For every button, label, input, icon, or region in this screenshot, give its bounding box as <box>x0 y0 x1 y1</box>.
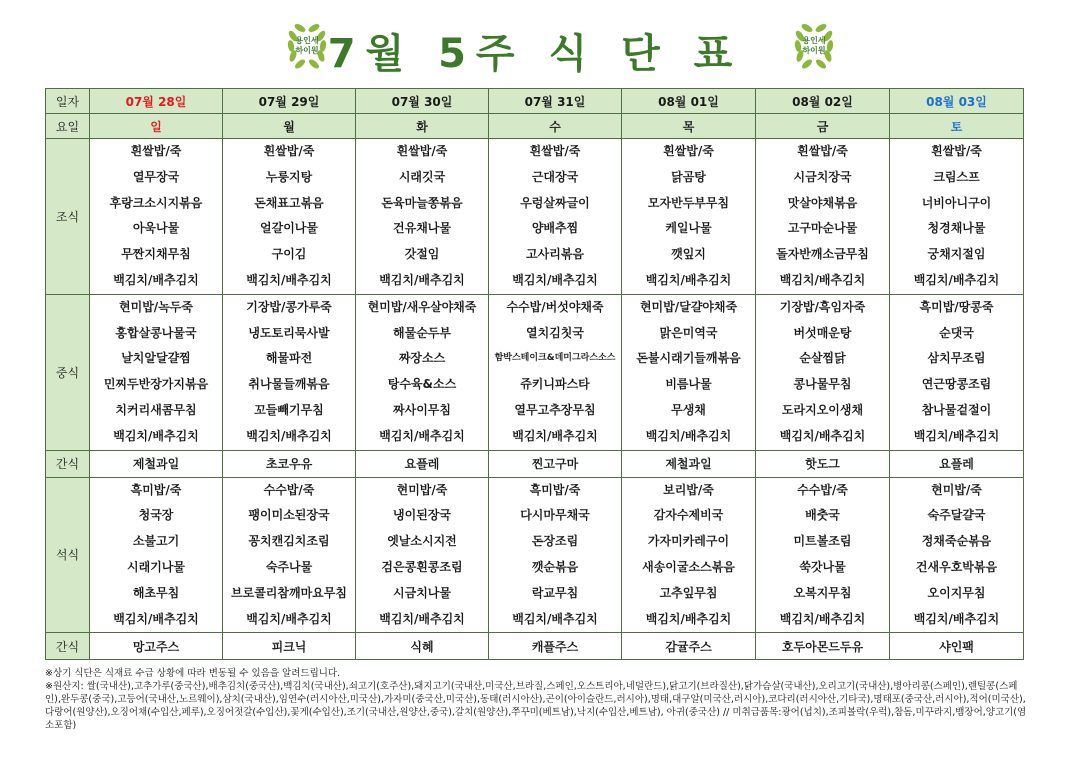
menu-item: 기장밥/흑임자죽 <box>779 299 866 314</box>
dinner-row <box>46 477 1024 633</box>
menu-item: 정채죽순볶음 <box>921 534 992 549</box>
menu-item: 백김치/배추김치 <box>246 272 332 287</box>
menu-item: 백김치/배추김치 <box>779 611 866 626</box>
menu-item: 맑은미역국 <box>659 325 718 340</box>
breakfast-row <box>46 139 1024 295</box>
menu-item: 다시마무채국 <box>520 508 590 523</box>
menu-item: 돈장조림 <box>531 534 579 549</box>
date-row <box>46 89 1024 114</box>
menu-item: 감자수제비국 <box>653 508 724 523</box>
menu-item: 근대장국 <box>531 169 579 184</box>
menu-item: 양배추찜 <box>531 221 579 236</box>
date-cell: 07월 30일 <box>356 89 489 114</box>
breakfast-cell <box>890 139 1024 295</box>
menu-item: 백김치/배추김치 <box>913 611 1000 626</box>
breakfast-cell <box>489 139 622 295</box>
weekday-cell: 일 <box>90 114 223 139</box>
menu-item: 브로콜리참깨마요무침 <box>231 585 347 600</box>
menu-item: 백김치/배추김치 <box>113 428 199 443</box>
menu-item: 모자반두부무침 <box>647 195 730 210</box>
snack2-row <box>46 633 1024 660</box>
menu-item: 삼치무조림 <box>927 351 986 366</box>
menu-item: 치커리새콤무침 <box>115 402 197 417</box>
menu-item: 미트볼조림 <box>793 534 852 549</box>
row-label-date: 일자 <box>46 89 90 114</box>
menu-item: 보리밥/죽 <box>663 482 714 497</box>
menu-item: 콩나물무침 <box>793 377 852 392</box>
menu-item: 누룽지탕 <box>265 169 313 184</box>
menu-item: 흰쌀밥/죽 <box>931 144 982 158</box>
menu-item: 짜장소스 <box>398 351 446 366</box>
menu-item: 숙주나물 <box>265 559 313 574</box>
menu-item: 청경채나물 <box>927 221 986 236</box>
dinner-cell <box>223 477 356 633</box>
menu-item: 수수밥/죽 <box>797 482 848 497</box>
menu-item: 연근땅콩조림 <box>921 377 992 392</box>
date-cell: 07월 29일 <box>223 89 356 114</box>
menu-item: 열무장국 <box>132 169 180 184</box>
menu-item: 현미밥/새우살야채죽 <box>367 299 477 314</box>
logo-wreath-icon <box>790 22 838 70</box>
menu-item: 엣날소시지전 <box>387 534 457 549</box>
lunch-cell <box>489 294 622 450</box>
menu-item: 흑미밥/죽 <box>529 482 581 497</box>
row-label-snack2: 간식 <box>46 633 90 660</box>
weekday-cell: 월 <box>223 114 356 139</box>
menu-item: 맛살야채볶음 <box>787 195 858 210</box>
menu-item: 비름나물 <box>665 377 712 392</box>
menu-item: 백김치/배추김치 <box>913 428 1000 443</box>
menu-item: 흰쌀밥/죽 <box>263 144 315 158</box>
menu-item: 돈채표고볶음 <box>254 195 324 210</box>
menu-item: 시래기나물 <box>127 559 185 574</box>
weekday-row <box>46 114 1024 139</box>
menu-item: 흰쌀밥/죽 <box>130 144 182 158</box>
lunch-cell <box>890 294 1024 450</box>
menu-item: 후랑크소시지볶음 <box>109 195 203 210</box>
menu-item: 참나물겉절이 <box>921 402 992 417</box>
menu-item: 쥬키니파스타 <box>520 377 590 392</box>
row-label-snack: 간식 <box>46 450 90 477</box>
menu-item: 백김치/배추김치 <box>113 611 199 626</box>
menu-item: 궁채지절임 <box>927 247 986 262</box>
menu-item: 백김치/배추김치 <box>779 428 866 443</box>
menu-item: 백김치/배추김치 <box>512 611 598 626</box>
menu-item: 무짠지채무침 <box>121 247 191 262</box>
menu-item: 백김치/배추김치 <box>512 428 598 443</box>
menu-item: 현미밥/달걀야채죽 <box>639 299 738 314</box>
menu-item: 가자미카레구이 <box>647 534 730 549</box>
menu-item: 흰쌀밥/죽 <box>663 144 714 158</box>
menu-item: 흰쌀밥/죽 <box>797 144 848 158</box>
weekday-cell: 토 <box>890 114 1024 139</box>
snack-cell: 찐고구마 <box>489 450 622 477</box>
menu-item: 시금치나물 <box>393 585 451 600</box>
menu-item: 깻순볶음 <box>531 559 579 574</box>
menu-item: 흰쌀밥/죽 <box>529 144 581 158</box>
menu-item: 락교무침 <box>531 585 579 600</box>
date-cell: 08월 01일 <box>622 89 756 114</box>
menu-item: 팽이미소된장국 <box>248 508 330 523</box>
menu-item: 백김치/배추김치 <box>379 428 465 443</box>
breakfast-cell <box>622 139 756 295</box>
date-cell: 07월 28일 <box>90 89 223 114</box>
header <box>0 0 1070 88</box>
snack2-cell: 감귤주스 <box>622 633 756 660</box>
snack-cell: 핫도그 <box>756 450 890 477</box>
menu-item: 돈육마늘쫑볶음 <box>381 195 463 210</box>
snack-cell: 제철과일 <box>90 450 223 477</box>
menu-item: 백김치/배추김치 <box>913 272 1000 287</box>
menu-item: 해초무침 <box>132 585 180 600</box>
snack2-cell: 피크닉 <box>223 633 356 660</box>
menu-item: 깻잎지 <box>671 247 706 262</box>
menu-item: 흑미밥/땅콩죽 <box>919 299 994 314</box>
menu-item: 닭곰탕 <box>671 169 706 184</box>
menu-item: 현미밥/죽 <box>931 482 982 497</box>
menu-item: 오이지무침 <box>927 585 986 600</box>
breakfast-cell <box>90 139 223 295</box>
menu-item: 백김치/배추김치 <box>645 611 732 626</box>
date-cell: 08월 03일 <box>890 89 1024 114</box>
logo-text: 용인세 하이원 <box>295 36 319 55</box>
menu-item: 날치알달걀찜 <box>121 351 191 366</box>
menu-item: 흑미밥/죽 <box>130 482 182 497</box>
menu-item: 건유채나물 <box>393 221 451 236</box>
menu-item: 탕수육&소스 <box>387 377 457 392</box>
note-line: ※상기 식단은 식재료 수급 상황에 따라 변동될 수 있음을 알려드립니다. <box>45 668 341 679</box>
menu-item: 백김치/배추김치 <box>113 272 199 287</box>
menu-item: 돌자반깨소금무침 <box>776 247 869 262</box>
dinner-cell <box>90 477 223 633</box>
menu-item: 백김치/배추김치 <box>512 272 598 287</box>
snack-cell: 초코우유 <box>223 450 356 477</box>
menu-item: 버섯매운탕 <box>793 325 852 340</box>
breakfast-cell <box>223 139 356 295</box>
menu-item: 민찌두반장가지볶음 <box>103 377 209 392</box>
dinner-cell <box>489 477 622 633</box>
menu-item: 백김치/배추김치 <box>246 611 332 626</box>
menu-item: 현미밥/죽 <box>396 482 448 497</box>
menu-item: 꼬들빼기무침 <box>254 402 324 417</box>
menu-item: 수수밥/버섯야채죽 <box>506 299 604 314</box>
snack2-cell: 캐플주스 <box>489 633 622 660</box>
row-label-dinner: 석식 <box>46 477 90 633</box>
menu-item: 순살찜닭 <box>799 351 846 366</box>
weekday-cell: 수 <box>489 114 622 139</box>
menu-item: 고사리볶음 <box>526 247 584 262</box>
menu-item: 백김치/배추김치 <box>645 428 732 443</box>
note-line: ※원산지: 쌀(국내산),고추가루(중국산),배추김치(중국산),백김치(국내산),쇠고기(호주산),돼지고기(국내산,미국산,브라질,스페인,오스트리아,네덜란드),닭고기(브라질산),닭가슴살(국내산),오리고기(국내산),병아리콩(스페인),렌틸콩(스페인),완두콩(중국),고등어(국내산,노르웨이),삼치(국내산),임연수(러시아산,미국산),가자미(중국산,미국산),동태(러시아산),곤이(아이슬란드,러시아),명태,대구알(미국산,러시아),코다리(러시아산,기타국),명태포(중국산,러시아),적어(미국산),다랑어(원양산),오징어채(수입산,페루),오징어젓갈(수입산),꽃게(수입산),조기(국내산,원양산,중국),갈치(원양산),쭈꾸미(베트남),낙지(수입산,베트남), 아귀(중국산) // 미취급품목:광어(넙치),조피볼락(우럭),참돔,미꾸라지,뱀장어,양고기(염소포함) <box>45 681 1027 731</box>
menu-item: 케일나물 <box>665 221 712 236</box>
lunch-cell <box>756 294 890 450</box>
dinner-cell <box>622 477 756 633</box>
weekday-cell: 목 <box>622 114 756 139</box>
menu-item: 돈불시래기들깨볶음 <box>636 351 741 366</box>
snack-cell: 요플레 <box>356 450 489 477</box>
menu-item: 함박스테이크&데미그라스소스 <box>494 353 616 364</box>
menu-item: 시래깃국 <box>398 169 446 184</box>
menu-item: 건새우호박볶음 <box>915 559 998 574</box>
menu-item: 고구마순나물 <box>787 221 858 236</box>
dinner-cell <box>756 477 890 633</box>
lunch-cell <box>356 294 489 450</box>
menu-item: 숙주달걀국 <box>927 508 986 523</box>
menu-item: 냉도토리묵사발 <box>248 325 330 340</box>
menu-item: 백김치/배추김치 <box>246 428 332 443</box>
menu-item: 꽁치캔김치조림 <box>248 534 330 549</box>
menu-item: 열무고추장무침 <box>514 402 596 417</box>
menu-item: 백김치/배추김치 <box>645 272 732 287</box>
menu-item: 열치김칫국 <box>526 325 584 340</box>
breakfast-cell <box>756 139 890 295</box>
snack2-cell: 식혜 <box>356 633 489 660</box>
menu-item: 새송이굴소스볶음 <box>642 559 735 574</box>
menu-item: 쑥갓나물 <box>799 559 846 574</box>
menu-item: 기장밥/콩가루죽 <box>246 299 332 314</box>
menu-item: 배춧국 <box>805 508 840 523</box>
menu-item: 크림스프 <box>933 169 980 184</box>
menu-item: 백김치/배추김치 <box>779 272 866 287</box>
menu-item: 취나물들깨볶음 <box>248 377 330 392</box>
menu-item: 갓절임 <box>404 247 440 262</box>
menu-item: 고추잎무침 <box>659 585 718 600</box>
snack2-cell: 호두아몬드두유 <box>756 633 890 660</box>
menu-item: 해물순두부 <box>393 325 451 340</box>
logo-text: 용인세 하이원 <box>802 36 826 55</box>
menu-item: 도라지오이생채 <box>781 402 864 417</box>
menu-item: 아욱나물 <box>132 221 180 236</box>
menu-item: 홍합살콩나물국 <box>115 325 197 340</box>
weekday-cell: 금 <box>756 114 890 139</box>
menu-item: 냉이된장국 <box>393 508 451 523</box>
menu-item: 오복지무침 <box>793 585 852 600</box>
menu-item: 짜사이무침 <box>393 402 451 417</box>
menu-item: 무생채 <box>671 402 706 417</box>
menu-item: 소불고기 <box>132 534 180 549</box>
lunch-cell <box>223 294 356 450</box>
menu-item: 수수밥/죽 <box>263 482 315 497</box>
weekday-cell: 화 <box>356 114 489 139</box>
menu-item: 얼갈이나물 <box>260 221 318 236</box>
menu-item: 순댓국 <box>939 325 974 340</box>
snack2-cell: 샤인팩 <box>890 633 1024 660</box>
page-title: 7월 5주 식 단 표 <box>327 31 743 77</box>
dinner-cell <box>890 477 1024 633</box>
menu-item: 백김치/배추김치 <box>379 272 465 287</box>
breakfast-cell <box>356 139 489 295</box>
snack-row <box>46 450 1024 477</box>
date-cell: 07월 31일 <box>489 89 622 114</box>
snack-cell: 제철과일 <box>622 450 756 477</box>
row-label-weekday: 요일 <box>46 114 90 139</box>
date-cell: 08월 02일 <box>756 89 890 114</box>
menu-item: 시금치장국 <box>793 169 852 184</box>
row-label-lunch: 중식 <box>46 294 90 450</box>
menu-item: 청국장 <box>138 508 174 523</box>
dinner-cell <box>356 477 489 633</box>
menu-item: 백김치/배추김치 <box>379 611 465 626</box>
menu-item: 우렁살짜글이 <box>520 195 590 210</box>
row-label-breakfast: 조식 <box>46 139 90 295</box>
snack2-cell: 망고주스 <box>90 633 223 660</box>
menu-item: 검은콩흰콩조림 <box>381 559 463 574</box>
menu-item: 흰쌀밥/죽 <box>396 144 448 158</box>
lunch-row <box>46 294 1024 450</box>
menu-item: 해물파전 <box>265 351 313 366</box>
lunch-cell <box>622 294 756 450</box>
menu-item: 구이김 <box>271 247 307 262</box>
menu-table <box>45 88 1024 660</box>
snack-cell: 요플레 <box>890 450 1024 477</box>
menu-item: 너비아니구이 <box>921 195 992 210</box>
menu-item: 현미밥/녹두죽 <box>119 299 193 314</box>
notes <box>45 667 1030 732</box>
lunch-cell <box>90 294 223 450</box>
